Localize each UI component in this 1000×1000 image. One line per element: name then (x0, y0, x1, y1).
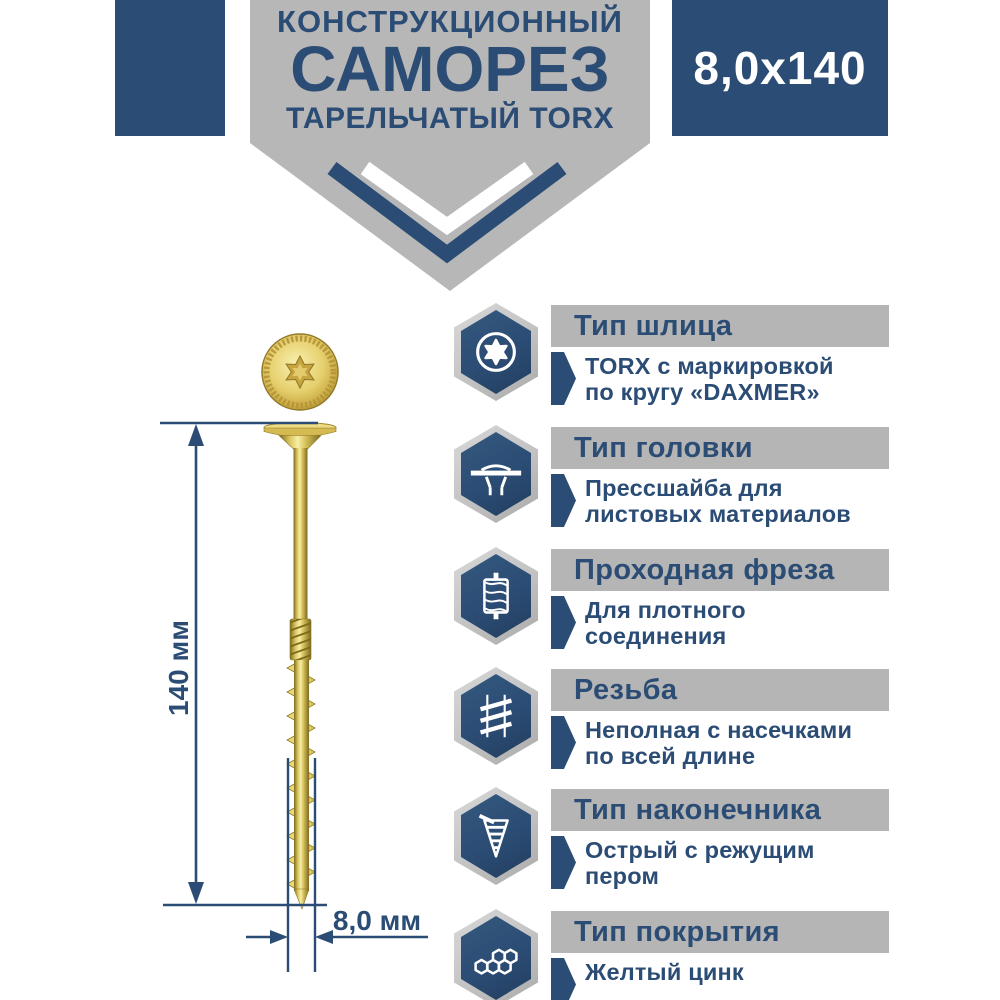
feature-row-coating (454, 911, 890, 1000)
length-label: 140 мм (163, 620, 194, 716)
product-title-line3: ТАРЕЛЬЧАТЫЙ TORX (285, 102, 615, 135)
feature-title-bar (551, 305, 889, 347)
feature-title: Тип головки (574, 431, 754, 464)
feature-description: Желтый цинк (585, 959, 744, 985)
washer-head-icon (467, 442, 525, 506)
feature-description: Для плотного соединения (585, 597, 746, 649)
coating-icon (467, 926, 525, 990)
feature-title-bar (551, 549, 889, 591)
feature-description: Прессшайба для листовых материалов (585, 475, 851, 527)
feature-row-milling-flute (454, 549, 890, 669)
feature-description: TORX с маркировкой по кругу «DAXMER» (585, 353, 834, 405)
arrow-right-icon (551, 958, 576, 1000)
feature-title: Проходная фреза (574, 553, 835, 586)
feature-title: Тип покрытия (574, 915, 780, 948)
thread-icon (467, 684, 525, 748)
feature-title: Тип шлица (574, 309, 733, 342)
feature-title-bar (551, 789, 889, 831)
feature-title: Резьба (574, 673, 678, 706)
hex-badge (454, 787, 538, 885)
hex-badge (454, 425, 538, 523)
arrow-right-icon (551, 836, 576, 889)
milling-flute-icon (467, 564, 525, 628)
product-title-line2: САМОРЕЗ (290, 33, 610, 105)
feature-row-head-type (454, 427, 890, 547)
feature-title: Тип наконечника (574, 793, 822, 826)
hex-badge (454, 909, 538, 1000)
arrow-right-icon (551, 474, 576, 527)
torx-star-icon (467, 320, 525, 384)
feature-row-slot-type (454, 305, 890, 425)
diameter-dimension (246, 758, 428, 972)
size-badge: 8,0x140 (672, 0, 888, 136)
feature-description: Острый с режущим пером (585, 837, 815, 889)
feature-title-bar (551, 427, 889, 469)
arrow-right-icon (551, 716, 576, 769)
feature-description: Неполная с насечками по всей длине (585, 717, 853, 769)
screw-tip-icon (467, 804, 525, 868)
diameter-label: 8,0 мм (332, 905, 422, 936)
feature-title-bar (551, 911, 889, 953)
feature-row-tip-type (454, 789, 890, 909)
arrow-right-icon (551, 596, 576, 649)
feature-title-bar (551, 669, 889, 711)
product-title-line1: КОНСТРУКЦИОННЫЙ (277, 4, 623, 39)
screw-head-top-view (262, 334, 338, 410)
feature-row-thread (454, 669, 890, 789)
screw-side-view (264, 423, 336, 910)
arrow-right-icon (551, 352, 576, 405)
hex-badge (454, 667, 538, 765)
hex-badge (454, 303, 538, 401)
hex-badge (454, 547, 538, 645)
